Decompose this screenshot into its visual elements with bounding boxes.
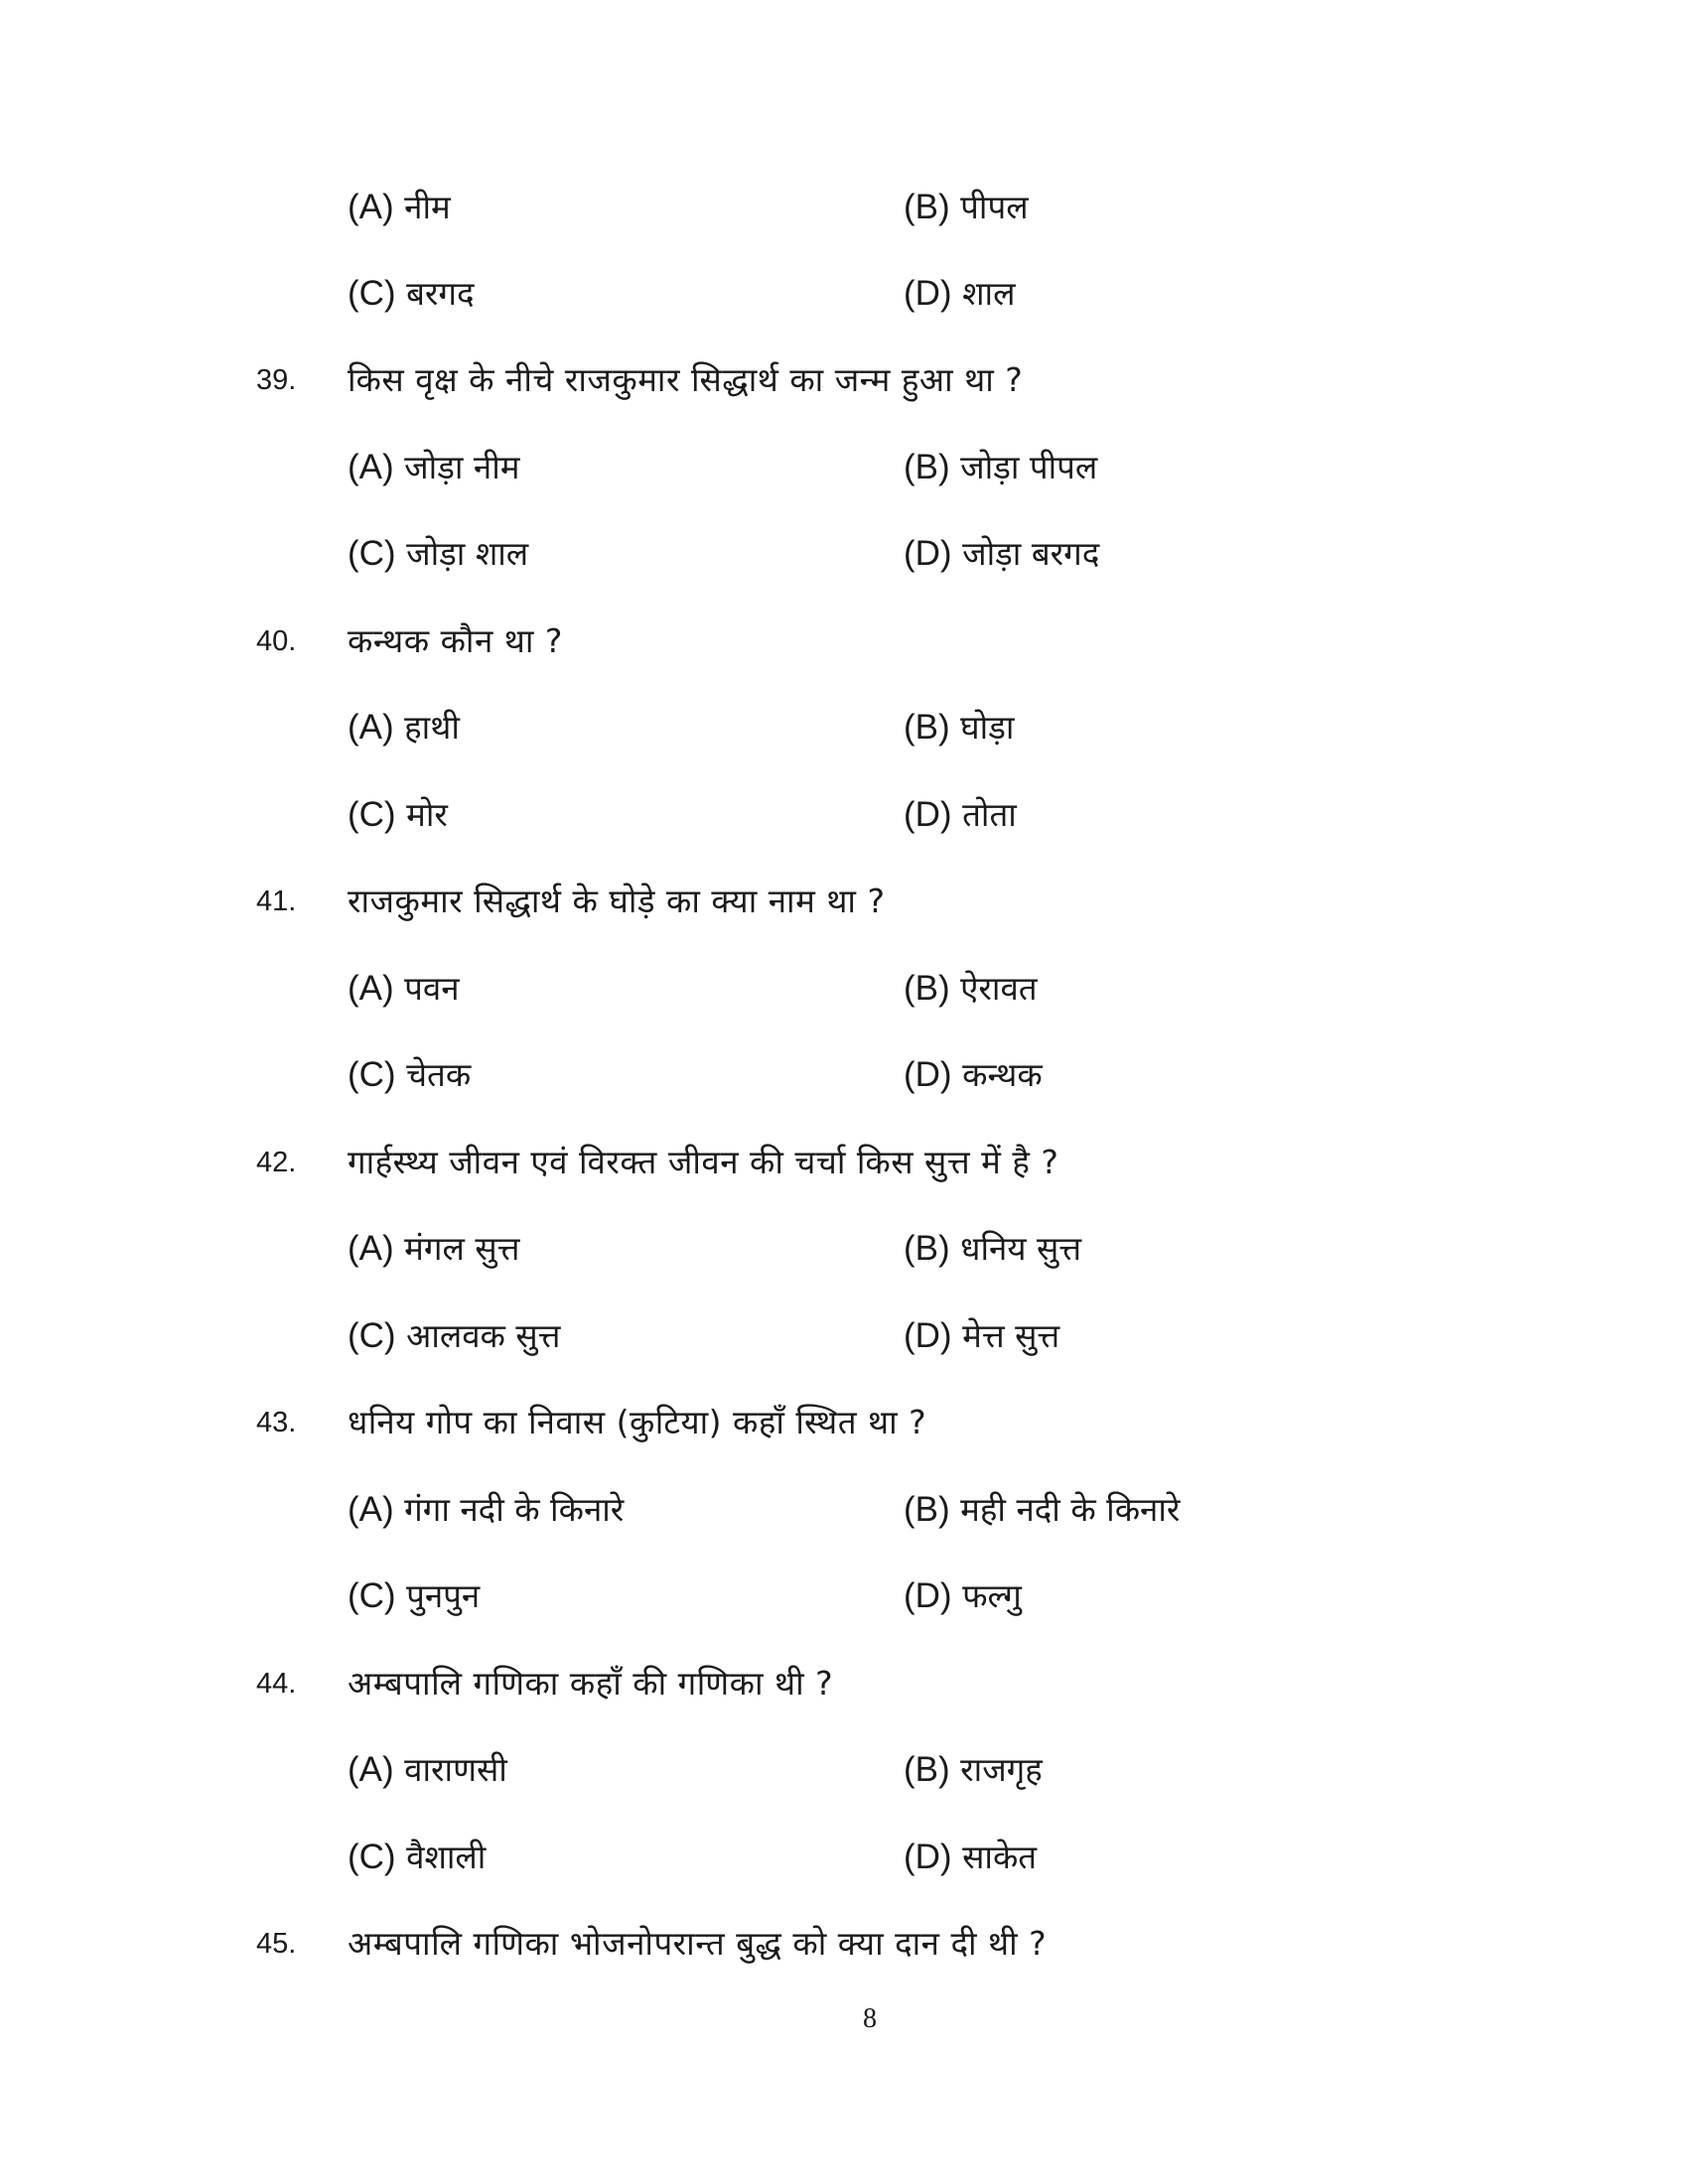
option-label: (B) [904,1750,950,1789]
option-label: (A) [348,969,394,1008]
option-text: जोड़ा पीपल [960,448,1098,486]
option-text: कन्थक [962,1055,1043,1094]
option-label: (D) [904,1838,952,1876]
page-number: 8 [863,2003,877,2034]
option-text: हाथी [404,708,460,747]
question-42 [0,1133,1688,1192]
option-a [348,1740,507,1800]
option-d [904,1045,1043,1105]
question-text: अम्बपालि गणिका भोजनोपरान्त बुद्ध को क्या दान दी थी ? [348,1924,1048,1963]
option-c [348,1567,480,1626]
option-text: गंगा नदी के किनारे [404,1490,625,1529]
option-text: धनिय सुत्त [960,1229,1082,1268]
option-label: (C) [348,274,396,313]
option-b [904,438,1097,497]
option-a [348,178,451,237]
option-c [348,1306,561,1366]
question-39 [0,350,1688,410]
question-text: कन्थक कौन था ? [348,621,563,660]
option-text: चेतक [406,1055,472,1094]
question-43 [0,1393,1688,1452]
option-label: (A) [348,1750,394,1789]
question-45 [0,1914,1688,1974]
option-label: (C) [348,1838,396,1876]
option-text: घोड़ा [960,708,1015,747]
option-text: पीपल [960,188,1029,226]
option-text: नीम [404,188,451,226]
option-text: जोड़ा बरगद [962,534,1100,573]
option-label: (B) [904,708,950,747]
option-b [904,178,1029,237]
question-text: किस वृक्ष के नीचे राजकुमार सिद्धार्थ का जन्म हुआ था ? [348,360,1024,399]
option-text: शाल [962,274,1016,313]
option-label: (D) [904,795,952,834]
option-d [904,524,1099,584]
option-a [348,1480,624,1540]
option-d [904,1306,1059,1366]
option-label: (C) [348,1576,396,1615]
question-text: गार्हस्थ्य जीवन एवं विरक्त जीवन की चर्चा किस सुत्त में है ? [348,1143,1059,1181]
question-number: 44. [256,1668,297,1700]
option-text: पुनपुन [406,1576,481,1615]
option-label: (D) [904,1055,952,1094]
option-label: (D) [904,1576,952,1615]
option-text: बरगद [406,274,475,313]
option-c [348,524,528,584]
question-text: अम्बपालि गणिका कहाँ की गणिका थी ? [348,1664,834,1703]
option-text: मोर [406,795,448,834]
question-number: 41. [256,886,297,917]
option-label: (B) [904,1229,950,1268]
option-b [904,959,1038,1019]
option-label: (B) [904,1490,950,1529]
option-label: (A) [348,1229,394,1268]
option-text: वाराणसी [404,1750,507,1789]
option-text: मंगल सुत्त [404,1229,520,1268]
option-label: (C) [348,534,396,573]
option-label: (A) [348,1490,394,1529]
option-label: (C) [348,1055,396,1094]
option-b [904,1480,1180,1540]
option-a [348,698,460,757]
option-label: (C) [348,1316,396,1355]
option-label: (A) [348,448,394,486]
option-label: (B) [904,188,950,226]
option-c [348,1828,486,1887]
option-d [904,264,1015,324]
option-a [348,438,519,497]
option-d [904,1567,1022,1626]
option-label: (B) [904,448,950,486]
option-text: मेत्त सुत्त [962,1316,1060,1355]
option-a [348,1219,519,1279]
option-b [904,1740,1043,1800]
option-a [348,959,460,1019]
question-number: 43. [256,1407,297,1438]
option-label: (B) [904,969,950,1008]
option-label: (A) [348,188,394,226]
option-c [348,264,475,324]
option-text: ऐरावत [960,969,1038,1008]
question-number: 39. [256,364,297,396]
question-number: 42. [256,1147,297,1178]
option-text: साकेत [962,1838,1038,1876]
option-label: (D) [904,1316,952,1355]
question-text: राजकुमार सिद्धार्थ के घोड़े का क्या नाम था ? [348,882,886,920]
option-label: (A) [348,708,394,747]
option-text: राजगृह [960,1750,1043,1789]
option-text: पवन [404,969,460,1008]
option-text: तोता [962,795,1017,834]
question-41 [0,872,1688,931]
option-c [348,785,448,845]
option-text: जोड़ा शाल [406,534,529,573]
option-text: फल्गु [962,1576,1022,1615]
option-label: (C) [348,795,396,834]
option-text: मही नदी के किनारे [960,1490,1181,1529]
question-text: धनिय गोप का निवास (कुटिया) कहाँ स्थित था ? [348,1403,927,1441]
option-label: (D) [904,534,952,573]
option-text: जोड़ा नीम [404,448,520,486]
option-d [904,785,1017,845]
question-44 [0,1654,1688,1713]
question-number: 40. [256,625,297,657]
option-d [904,1828,1037,1887]
option-c [348,1045,471,1105]
option-text: आलवक सुत्त [406,1316,561,1355]
question-number: 45. [256,1928,297,1960]
option-text: वैशाली [406,1838,487,1876]
option-b [904,1219,1081,1279]
option-b [904,698,1014,757]
question-40 [0,612,1688,671]
option-label: (D) [904,274,952,313]
